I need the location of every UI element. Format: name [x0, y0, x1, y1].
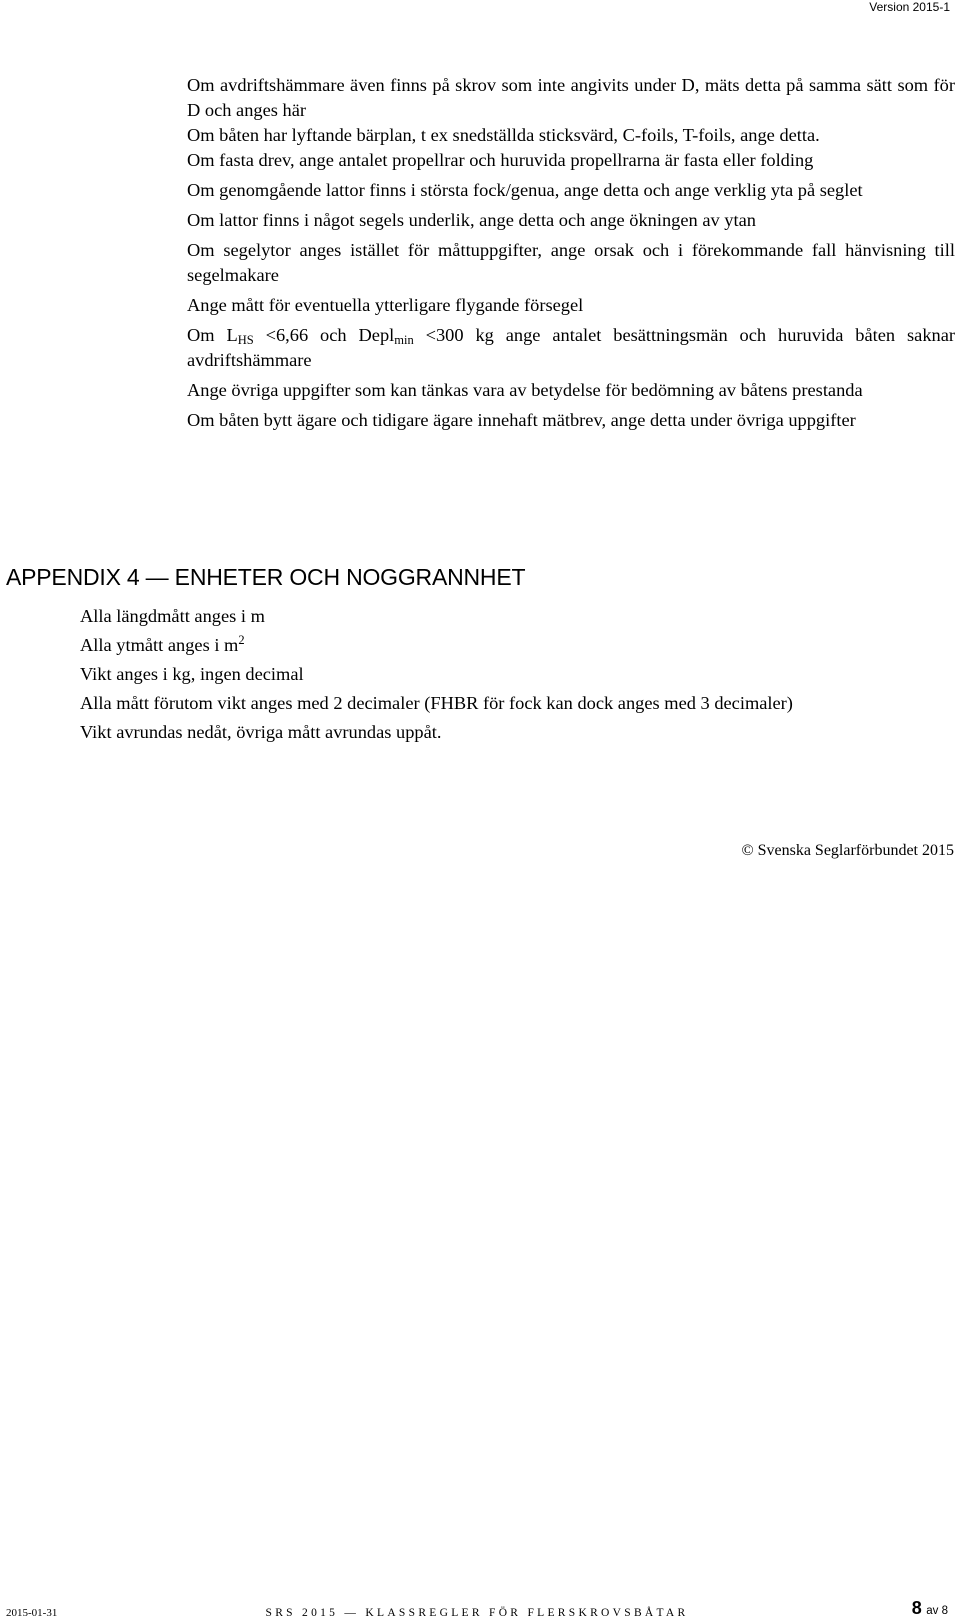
note-previous-owner: Om båten bytt ägare och tidigare ägare innehaft mätbrev, ange detta under övriga uppgifter [187, 410, 856, 430]
page-footer [6, 1600, 948, 1620]
subscript-hs: HS [237, 333, 254, 347]
note-flying-headsails: Ange mått för eventuella ytterligare flygande försegel [187, 295, 584, 315]
copyright-notice: © Svenska Seglarförbundet 2015 [741, 842, 954, 859]
footer-title: SRS 2015 — KLASSREGLER FÖR FLERSKROVSBÅTAR [265, 1607, 689, 1619]
note-hydrofoils: Om båten har lyftande bärplan, t ex snedställda sticksvärd, C-foils, T-foils, ange detta. [187, 125, 820, 145]
subscript-min: min [394, 333, 414, 347]
note-other-information: Ange övriga uppgifter som kan tänkas vara av betydelse för bedömning av båtens prestanda [187, 380, 863, 400]
footer-date: 2015-01-31 [6, 1607, 58, 1619]
note-crew-count: Om $L_{HS} <6,66$ och Depl$_{min}$ <300 kg ange antalet besättningsmän och huruvida båten saknar avdriftshämmare [187, 325, 955, 370]
note-full-battens: Om genomgående lattor finns i största fock/genua, ange detta och ange verklig yta på seglet [187, 180, 863, 200]
appendix-heading: APPENDIX 4 — ENHETER OCH NOGGRANNHET [6, 564, 526, 590]
note-foot-battens: Om lattor finns i något segels underlik, ange detta och ange ökningen av ytan [187, 210, 756, 230]
rule-rounding: Vikt avrundas nedåt, övriga mått avrundas uppåt. [80, 722, 442, 742]
page-current: 8 [911, 1598, 922, 1618]
page-total: av 8 [926, 1605, 948, 1617]
measurement-notes [187, 73, 955, 438]
rule-weight-units: Vikt anges i kg, ingen decimal [80, 664, 304, 684]
document-version: Version 2015-1 [869, 0, 950, 14]
note-fixed-drives: Om fasta drev, ange antalet propellrar och huruvida propellrarna är fasta eller folding [187, 150, 814, 170]
rule-decimals: Alla mått förutom vikt anges med 2 decimaler (FHBR för fock kan dock anges med 3 decimaler) [80, 693, 793, 713]
note-sail-areas: Om segelytor anges istället för måttuppgifter, ange orsak och i förekommande fall hänvisning till segelmakare [187, 240, 955, 285]
rule-area-units: Alla ytmått anges i $m^2$ [80, 633, 245, 655]
superscript-2: 2 [238, 633, 245, 647]
page-number [912, 1599, 948, 1620]
units-list [80, 602, 950, 747]
rule-length-units: Alla längdmått anges i m [80, 606, 265, 626]
note-hull-leeway-device: Om avdriftshämmare även finns på skrov som inte angivits under D, mäts detta på samma sätt som för D och anges här [187, 75, 955, 120]
